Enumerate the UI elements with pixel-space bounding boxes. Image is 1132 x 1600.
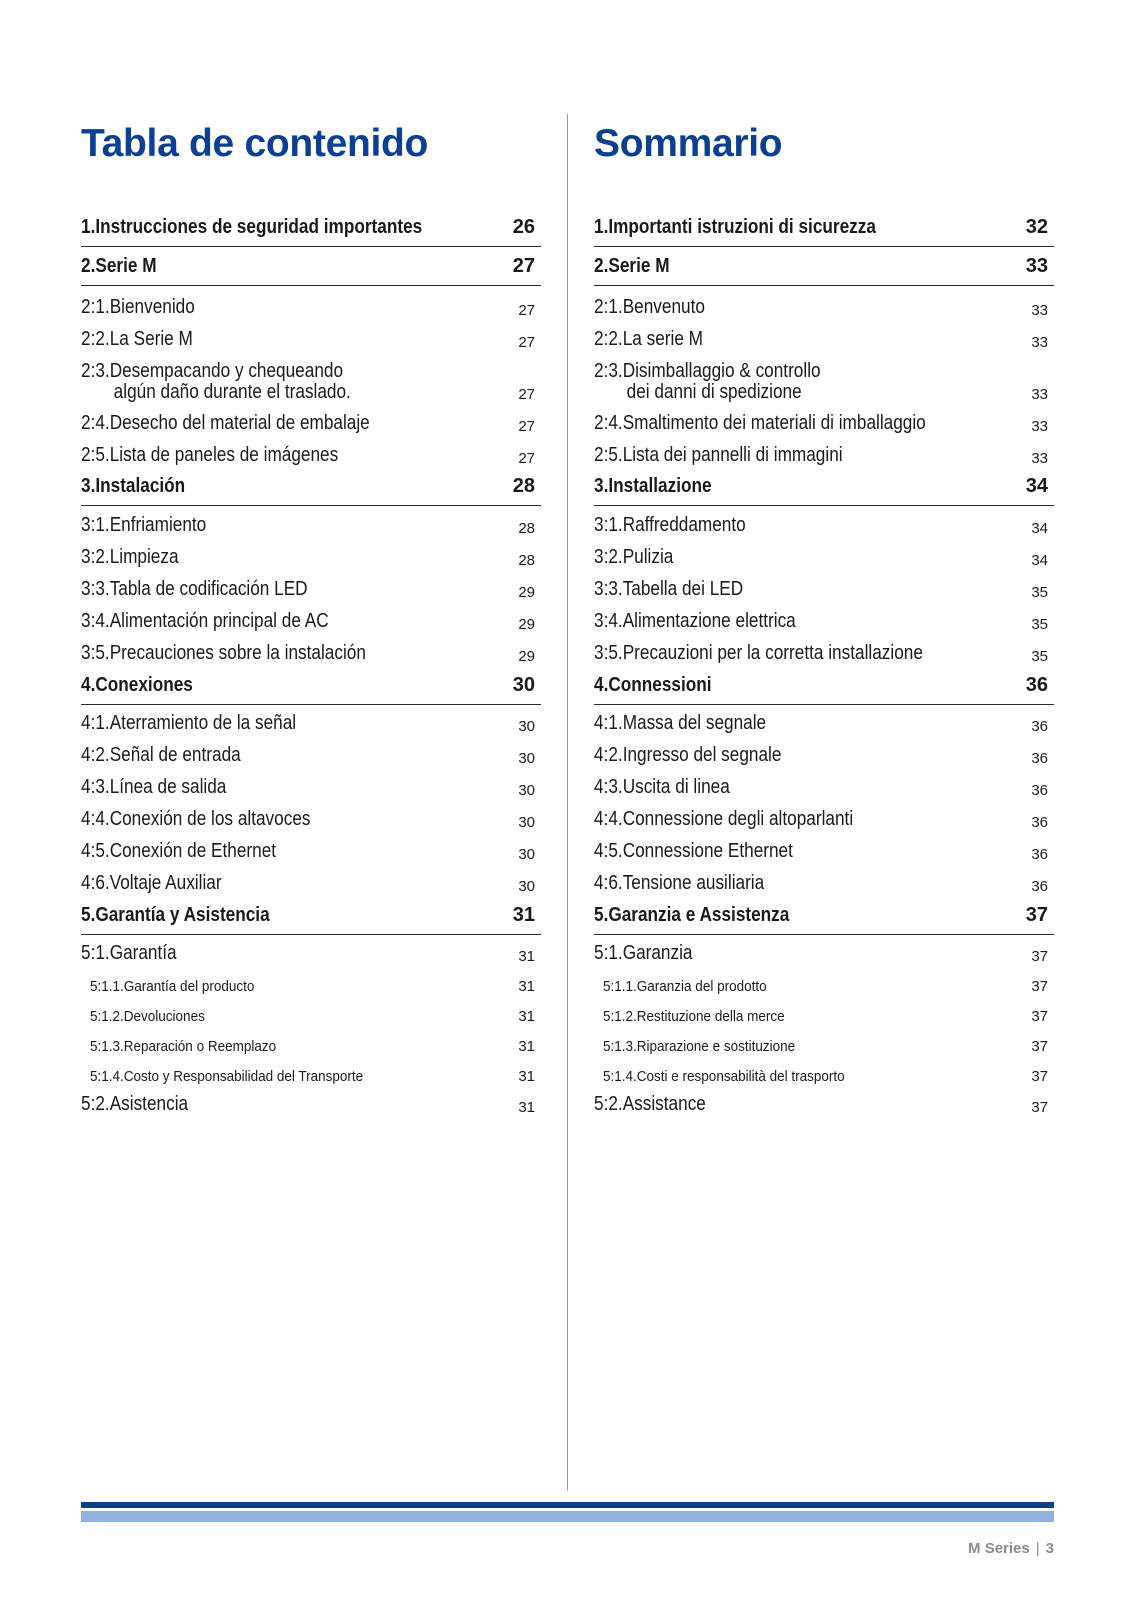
toc-page: 31	[512, 904, 535, 926]
footer-series: M Series	[968, 1540, 1030, 1557]
toc-label	[594, 361, 821, 407]
toc-entry[interactable]	[594, 355, 1054, 407]
toc-page: 33	[1025, 255, 1048, 277]
toc-page: 29	[518, 648, 535, 665]
toc-entry[interactable]	[81, 771, 541, 803]
toc-entry[interactable]	[81, 867, 541, 899]
toc-entry[interactable]	[594, 573, 1054, 605]
toc-page: 29	[518, 616, 535, 633]
column-divider	[567, 114, 568, 1491]
toc-label: 5:1.2.Devoluciones	[90, 1008, 205, 1025]
toc-label: 2:2.La serie M	[594, 328, 703, 350]
toc-entry[interactable]	[594, 771, 1054, 803]
toc-label: 2:5.Lista dei pannelli di immagini	[594, 444, 843, 466]
toc-label: 5:2.Assistance	[594, 1093, 706, 1115]
toc-label: 5:1.1.Garanzia del prodotto	[603, 978, 767, 995]
toc-page: 28	[518, 552, 535, 569]
page-title: Tabla de contenido	[81, 122, 429, 165]
toc-label: 4:5.Connessione Ethernet	[594, 840, 793, 862]
toc-page: 36	[1025, 674, 1048, 696]
toc-entry[interactable]	[594, 291, 1054, 323]
toc-label: 4.Conexiones	[81, 674, 193, 696]
toc-label: 5.Garantía y Asistencia	[81, 904, 270, 926]
toc-page: 31	[518, 978, 535, 995]
toc-section[interactable]	[594, 896, 1054, 935]
toc-section[interactable]	[81, 467, 541, 506]
toc-page: 28	[512, 475, 535, 497]
toc-page: 29	[518, 584, 535, 601]
toc-label: 2:1.Bienvenido	[81, 296, 195, 318]
toc-label: 2:5.Lista de paneles de imágenes	[81, 444, 339, 466]
toc-page: 27	[512, 255, 535, 277]
toc-page: 33	[1031, 386, 1048, 403]
toc-section[interactable]	[81, 896, 541, 935]
toc-entry[interactable]	[594, 803, 1054, 835]
toc-page: 27	[518, 386, 535, 403]
toc-entry[interactable]	[594, 937, 1054, 969]
toc-label: 5:1.4.Costo y Responsabilidad del Transporte	[90, 1068, 364, 1085]
toc-page: 30	[518, 814, 535, 831]
toc-label: 3.Instalación	[81, 475, 186, 497]
toc-entry[interactable]	[81, 739, 541, 771]
toc-entry[interactable]	[81, 323, 541, 355]
toc-subentry[interactable]	[81, 1030, 541, 1060]
toc-label	[81, 361, 351, 407]
toc-section[interactable]	[81, 666, 541, 705]
toc-subentry[interactable]	[594, 970, 1054, 1000]
toc-page: 28	[518, 520, 535, 537]
toc-label: 3:2.Pulizia	[594, 546, 674, 568]
page-footer	[968, 1540, 1054, 1557]
toc-entry[interactable]	[594, 1088, 1054, 1120]
toc-label: 4:6.Tensione ausiliaria	[594, 872, 765, 894]
toc-label: 1.Instrucciones de seguridad importantes	[81, 216, 423, 238]
toc-entry[interactable]	[594, 407, 1054, 439]
toc-section[interactable]	[594, 247, 1054, 286]
toc-page: 37	[1031, 1038, 1048, 1055]
toc-entry[interactable]	[81, 291, 541, 323]
toc-page: 36	[1031, 782, 1048, 799]
footer-bar-dark	[81, 1502, 1054, 1508]
toc-label: 5:1.4.Costi e responsabilità del trasporto	[603, 1068, 845, 1085]
toc-label: 3:1.Enfriamiento	[81, 514, 207, 536]
toc-page: 31	[518, 1038, 535, 1055]
toc-label: 3:4.Alimentazione elettrica	[594, 610, 796, 632]
toc-label: 4:3.Uscita di linea	[594, 776, 730, 798]
toc-page: 31	[518, 1099, 535, 1116]
toc-label: 3:2.Limpieza	[81, 546, 179, 568]
toc-label: 4:1.Aterramiento de la señal	[81, 712, 297, 734]
toc-entry[interactable]	[81, 541, 541, 573]
toc-label: 3.Installazione	[594, 475, 712, 497]
toc-page: 36	[1031, 750, 1048, 767]
toc-page: 27	[518, 418, 535, 435]
toc-label: 5:1.Garantía	[81, 942, 177, 964]
toc-label: 3:4.Alimentación principal de AC	[81, 610, 329, 632]
toc-entry[interactable]	[594, 541, 1054, 573]
toc-page: 33	[1031, 450, 1048, 467]
toc-label: 4:2.Señal de entrada	[81, 744, 241, 766]
toc-label: 2.Serie M	[594, 255, 670, 277]
toc-label-line2: algún daño durante el traslado.	[113, 381, 351, 403]
toc-label-line1: 2:3.Desempacando y chequeando	[81, 360, 344, 382]
toc-page: 30	[518, 718, 535, 735]
toc-page: 27	[518, 302, 535, 319]
toc-entry[interactable]	[81, 835, 541, 867]
toc-entry[interactable]	[594, 835, 1054, 867]
toc-page: 31	[518, 1068, 535, 1085]
toc-label: 5:2.Asistencia	[81, 1093, 189, 1115]
toc-label: 1.Importanti istruzioni di sicurezza	[594, 216, 876, 238]
toc-entry[interactable]	[81, 509, 541, 541]
toc-entry[interactable]	[594, 509, 1054, 541]
footer-bar-light	[81, 1511, 1054, 1522]
toc-page: 35	[1031, 584, 1048, 601]
toc-label: 5.Garanzia e Assistenza	[594, 904, 790, 926]
toc-page: 37	[1025, 904, 1048, 926]
toc-page: 36	[1031, 846, 1048, 863]
toc-page: 34	[1025, 475, 1048, 497]
toc-label-line2: dei danni di spedizione	[626, 381, 802, 403]
toc-label: 2:4.Smaltimento dei materiali di imballaggio	[594, 412, 926, 434]
toc-subentry[interactable]	[81, 1000, 541, 1030]
toc-page: 35	[1031, 616, 1048, 633]
toc-page: 36	[1031, 814, 1048, 831]
footer-page-number: 3	[1045, 1540, 1054, 1557]
toc-label: 3:5.Precauzioni per la corretta installazione	[594, 642, 923, 664]
footer-separator: |	[1035, 1540, 1040, 1557]
toc-page: 27	[518, 450, 535, 467]
toc-subentry[interactable]	[594, 1000, 1054, 1030]
toc-label: 4:2.Ingresso del segnale	[594, 744, 782, 766]
toc-page: 30	[518, 782, 535, 799]
toc-section[interactable]	[594, 467, 1054, 506]
toc-page: 33	[1031, 418, 1048, 435]
toc-entry[interactable]	[594, 867, 1054, 899]
toc-entry[interactable]	[594, 605, 1054, 637]
toc-page: 37	[1031, 978, 1048, 995]
toc-entry[interactable]	[81, 637, 541, 669]
toc-page: 34	[1031, 520, 1048, 537]
toc-page: 37	[1031, 1068, 1048, 1085]
toc-section[interactable]	[594, 208, 1054, 247]
toc-label: 2:1.Benvenuto	[594, 296, 705, 318]
toc-entry[interactable]	[594, 323, 1054, 355]
toc-entry[interactable]	[594, 739, 1054, 771]
toc-label: 3:3.Tabla de codificación LED	[81, 578, 308, 600]
toc-page: 30	[518, 878, 535, 895]
toc-label: 3:3.Tabella dei LED	[594, 578, 744, 600]
toc-label: 5:1.3.Reparación o Reemplazo	[90, 1038, 277, 1055]
toc-page: 27	[518, 334, 535, 351]
toc-subentry[interactable]	[594, 1030, 1054, 1060]
toc-page: 33	[1031, 302, 1048, 319]
toc-entry[interactable]	[81, 1088, 541, 1120]
toc-label: 5:1.Garanzia	[594, 942, 693, 964]
toc-label: 2.Serie M	[81, 255, 157, 277]
toc-entry[interactable]	[81, 803, 541, 835]
toc-entry[interactable]	[594, 707, 1054, 739]
toc-page: 31	[518, 1008, 535, 1025]
toc-label: 4:3.Línea de salida	[81, 776, 227, 798]
toc-page: 37	[1031, 948, 1048, 965]
toc-subentry[interactable]	[81, 970, 541, 1000]
toc-entry[interactable]	[81, 355, 541, 407]
toc-page: 33	[1031, 334, 1048, 351]
toc-page: 36	[1031, 718, 1048, 735]
toc-label: 3:1.Raffreddamento	[594, 514, 746, 536]
toc-entry[interactable]	[81, 707, 541, 739]
toc-label: 4:5.Conexión de Ethernet	[81, 840, 277, 862]
toc-label: 4.Connessioni	[594, 674, 712, 696]
toc-subentry[interactable]	[594, 1060, 1054, 1090]
toc-page: 32	[1025, 216, 1048, 238]
toc-label: 3:5.Precauciones sobre la instalación	[81, 642, 366, 664]
toc-section[interactable]	[594, 666, 1054, 705]
toc-label: 4:1.Massa del segnale	[594, 712, 767, 734]
toc-label: 5:1.1.Garantía del producto	[90, 978, 255, 995]
toc-label: 4:4.Connessione degli altoparlanti	[594, 808, 854, 830]
toc-label: 5:1.3.Riparazione e sostituzione	[603, 1038, 796, 1055]
toc-label: 4:4.Conexión de los altavoces	[81, 808, 311, 830]
toc-subentry[interactable]	[81, 1060, 541, 1090]
toc-section[interactable]	[81, 247, 541, 286]
toc-label: 2:2.La Serie M	[81, 328, 193, 350]
toc-label: 4:6.Voltaje Auxiliar	[81, 872, 222, 894]
toc-label: 5:1.2.Restituzione della merce	[603, 1008, 785, 1025]
toc-label: 2:4.Desecho del material de embalaje	[81, 412, 370, 434]
toc-entry[interactable]	[594, 637, 1054, 669]
toc-page: 36	[1031, 878, 1048, 895]
toc-page: 34	[1031, 552, 1048, 569]
toc-page: 26	[512, 216, 535, 238]
toc-entry[interactable]	[81, 573, 541, 605]
toc-page: 30	[512, 674, 535, 696]
toc-page: 35	[1031, 648, 1048, 665]
toc-page: 37	[1031, 1099, 1048, 1116]
toc-page: 37	[1031, 1008, 1048, 1025]
toc-entry[interactable]	[81, 937, 541, 969]
toc-page: 30	[518, 846, 535, 863]
toc-page: 31	[518, 948, 535, 965]
toc-entry[interactable]	[81, 407, 541, 439]
toc-page: 30	[518, 750, 535, 767]
toc-section[interactable]	[81, 208, 541, 247]
page-title: Sommario	[594, 122, 783, 165]
toc-entry[interactable]	[81, 605, 541, 637]
toc-label-line1: 2:3.Disimballaggio & controllo	[594, 360, 821, 382]
